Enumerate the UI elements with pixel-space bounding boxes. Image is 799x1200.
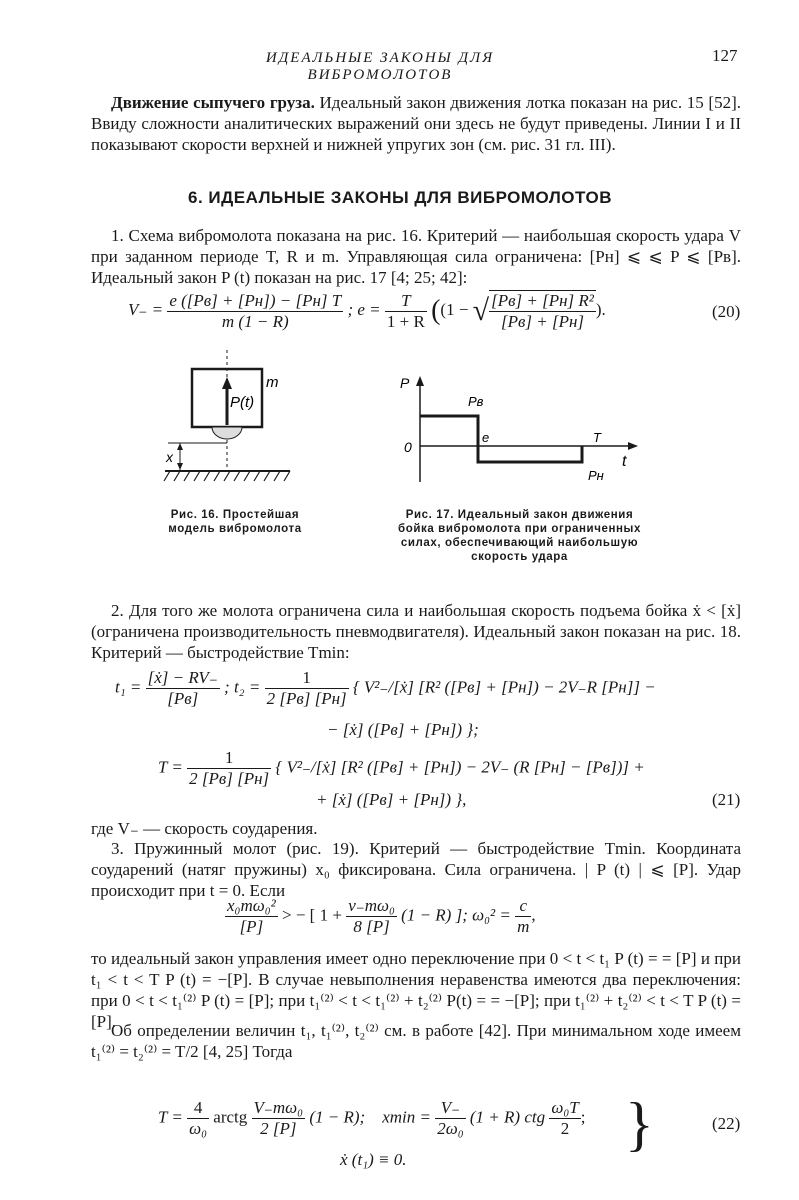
t-axis-label: t — [622, 453, 627, 470]
paragraph-5-text: Об определении величин t₁, t₁⁽²⁾, t₂⁽²⁾ см. в работе [42]. При минимальном ходе имеем t₁⁽²⁾ = t₂⁽²⁾ = T/2 [4, 25] Тогда — [91, 1021, 741, 1061]
eq22-arctg: arctg — [213, 1107, 248, 1127]
eq21-t2-lhs: ; t₂ = — [224, 677, 261, 697]
t-axis-arrow — [628, 442, 638, 450]
section-heading: 6. ИДЕАЛЬНЫЕ ЗАКОНЫ ДЛЯ ВИБРОМОЛОТОВ — [188, 188, 612, 207]
equation-20 — [128, 290, 606, 332]
x-label: x — [166, 449, 173, 465]
equation-21-line-1 — [115, 668, 656, 709]
force-profile — [420, 416, 582, 462]
eq20-paren-open: ( — [431, 295, 441, 326]
cond-end: , — [531, 905, 536, 925]
p-axis-label: P — [400, 375, 410, 391]
cond-num3: c — [515, 896, 531, 917]
eq20-den1: m (1 − R) — [221, 311, 289, 331]
paragraph-3-text: 3. Пружинный молот (рис. 19). Критерий — быстродействие Tmin. Координата соударений (натяг пружины) x₀ фиксирована. Сила ограничена. | P (t) | ⩽ [P]. Удар происходит при t = 0. Если — [91, 839, 741, 900]
eq22-fraction-1 — [187, 1098, 209, 1139]
paragraph-2 — [91, 600, 741, 663]
paragraph-5 — [91, 1020, 741, 1062]
eq22-n3: V₋ — [435, 1098, 465, 1119]
eq22-fraction-2 — [252, 1098, 306, 1139]
figure-17-diagram — [390, 370, 650, 490]
equation-21-line-3 — [158, 748, 645, 789]
paragraph-3 — [91, 838, 741, 901]
eq21-t2-body: { V²₋/[ẋ] [R² ([Pв] + [Pн]) − 2V₋R [Pн]] − — [352, 677, 656, 697]
eq21-T-body: { V²₋/[ẋ] [R² ([Pв] + [Pн]) − 2V₋ (R [Pн] − [Pв])] + — [275, 757, 645, 777]
eq21-t1-fraction — [146, 668, 220, 709]
eq21-T-den: 2 [Pв] [Pн] — [189, 769, 270, 788]
eq22-T-lhs: T = — [158, 1107, 183, 1127]
eq20-radical-fraction — [489, 290, 596, 332]
ground-hatching — [164, 471, 290, 481]
eq22-d1: ω₀ — [189, 1119, 208, 1138]
pv-label: Pв — [468, 394, 484, 409]
eq20-rad-num: [Pв] + [Pн] R² — [491, 291, 594, 310]
eq20-number: (20) — [712, 302, 741, 321]
cond-mid: > − [ 1 + — [282, 905, 342, 925]
eq22-n1: 4 — [187, 1098, 209, 1119]
eq22-d3: 2ω₀ — [437, 1119, 464, 1138]
equation-22-line-1 — [158, 1098, 585, 1139]
intro-text: Идеальный закон движения лотка показан на рис. 15 [52]. Ввиду сложности аналитических выражений они здесь не будут приведены. Линии I и II показывают скорости верхней и нижней упругих зон (см. рис. 31 гл. III). — [91, 93, 742, 154]
cond-den3: m — [517, 917, 530, 936]
eq22-fraction-3 — [435, 1098, 465, 1139]
eq22-brace: } — [625, 1091, 654, 1157]
equation-21-line-4: + [ẋ] ([Pв] + [Pн]) }, — [316, 790, 467, 809]
mass-label: m — [266, 374, 279, 391]
cond-den2: 8 [P] — [353, 917, 390, 936]
paragraph-4-text: то идеальный закон управления имеет одно переключение при 0 < t < t₁ P (t) = = [P] и при t₁ < t < T P (t) = −[P]. В случае невыполнения неравенства имеются два переключения: при 0 < t < t₁⁽²⁾ P (t) = [P]; при t₁⁽²⁾ < t < t₁⁽²⁾ + t₂⁽²⁾ P(t) = = −[P]; при t₁⁽²⁾ + t₂⁽²⁾ < t < T P (t) = [P]. — [91, 949, 741, 1031]
figure-16-diagram — [160, 345, 300, 495]
eq20-num1: e ([Pв] + [Pн]) − [Pн] T — [169, 290, 342, 310]
eq21-t2-num: 1 — [265, 668, 349, 689]
eq20-bracket-open: (1 − — [440, 299, 469, 319]
eq20-lhs: V₋ = — [128, 299, 164, 319]
force-label: P(t) — [230, 394, 255, 411]
eq22-n4: ω₀T — [551, 1098, 579, 1117]
eq21-T-num: 1 — [187, 748, 271, 769]
cond-tail: (1 − R) ]; ω₀² = — [401, 905, 511, 925]
page-number: 127 — [712, 46, 738, 65]
x-arrow-top — [177, 443, 183, 450]
eq21-t1-den: [Pв] — [167, 689, 199, 708]
running-title: ИДЕАЛЬНЫЕ ЗАКОНЫ ДЛЯ ВИБРОМОЛОТОВ — [265, 50, 495, 83]
impact-head — [212, 427, 242, 439]
eq20-bracket-close: ). — [595, 299, 606, 319]
cond-den1: [P] — [239, 917, 264, 936]
eq21-t2-fraction — [265, 668, 349, 709]
eq21-T-lhs: T = — [158, 757, 183, 777]
cond-fraction-2 — [346, 896, 397, 937]
eq22-n2: V₋mω₀ — [253, 1098, 304, 1117]
eq22-ctg: (1 + R) ctg — [469, 1107, 546, 1127]
eq22-d2: 2 [P] — [260, 1119, 297, 1138]
eq22-semi: ; — [580, 1107, 586, 1127]
eq20-rad-den: [Pв] + [Pн] — [500, 312, 585, 331]
eq22-fraction-4 — [549, 1098, 580, 1139]
e-label: e — [482, 430, 490, 445]
eq20-fraction-2 — [385, 291, 427, 332]
eq21-t1-lhs: t₁ = — [115, 677, 142, 697]
eq20-den2: 1 + R — [386, 311, 425, 331]
eq22-x-lhs: xmin = — [382, 1107, 431, 1127]
figure-16-caption: Рис. 16. Простейшая модель вибромолота — [168, 509, 302, 535]
cond-fraction-1 — [225, 896, 278, 937]
period-label: T — [593, 430, 601, 445]
paragraph-1-text: 1. Схема вибромолота показана на рис. 16. Критерий — наибольшая скорость удара V при заданном периоде T, R и m. Управляющая сила ограничена: [Pн] ⩽ ⩽ P ⩽ [Pв]. Идеальный закон P (t) показан на рис. 17 [4; 25; 42]: — [91, 226, 741, 287]
eq21-T-fraction — [187, 748, 271, 789]
eq21-t1-num: [ẋ] − RV₋ — [147, 668, 218, 687]
p-axis-arrow — [416, 376, 424, 386]
paragraph-2-text: 2. Для того же молота ограничена сила и наибольшая скорость подъема бойка ẋ < [ẋ] (ограничена производительность пневмодвигателя). Идеальный закон показан на рис. 18. Критерий — быстродействие Tmin: — [91, 601, 741, 662]
eq22-number: (22) — [712, 1114, 741, 1133]
cond-num1: x₀mω₀² — [227, 896, 276, 915]
paragraph-1 — [91, 225, 741, 288]
force-arrow-head — [222, 377, 232, 389]
figure-17-caption: Рис. 17. Идеальный закон движения бойка вибромолота при ограниченных силах, обеспечивающий наибольшую скорость удара — [398, 509, 641, 563]
cond-fraction-3 — [515, 896, 531, 937]
eq21-t2-den: 2 [Pв] [Pн] — [266, 689, 347, 708]
eq22-tail1: (1 − R); — [309, 1107, 366, 1127]
cond-num2: v₋mω₀ — [348, 896, 395, 915]
equation-21-line-2: − [ẋ] ([Pв] + [Pн]) }; — [327, 720, 479, 739]
where-line: где V₋ — скорость соударения. — [91, 819, 318, 838]
x-arrow-bottom — [177, 463, 183, 470]
intro-bold-lead: Движение сыпучего груза. — [111, 93, 315, 112]
eq20-sep: ; e = — [347, 299, 381, 319]
equation-22-line-2: ẋ (t₁) ≡ 0. — [340, 1150, 407, 1169]
intro-paragraph — [91, 92, 741, 155]
condition-inequality — [225, 896, 536, 937]
eq20-num2: T — [385, 291, 427, 312]
eq22-d4: 2 — [560, 1119, 570, 1138]
pn-label: Pн — [588, 468, 604, 483]
eq20-sqrt-sign: √ — [472, 294, 490, 327]
zero-label: 0 — [404, 439, 412, 455]
eq21-number: (21) — [712, 790, 741, 809]
eq20-fraction-1 — [167, 291, 343, 332]
